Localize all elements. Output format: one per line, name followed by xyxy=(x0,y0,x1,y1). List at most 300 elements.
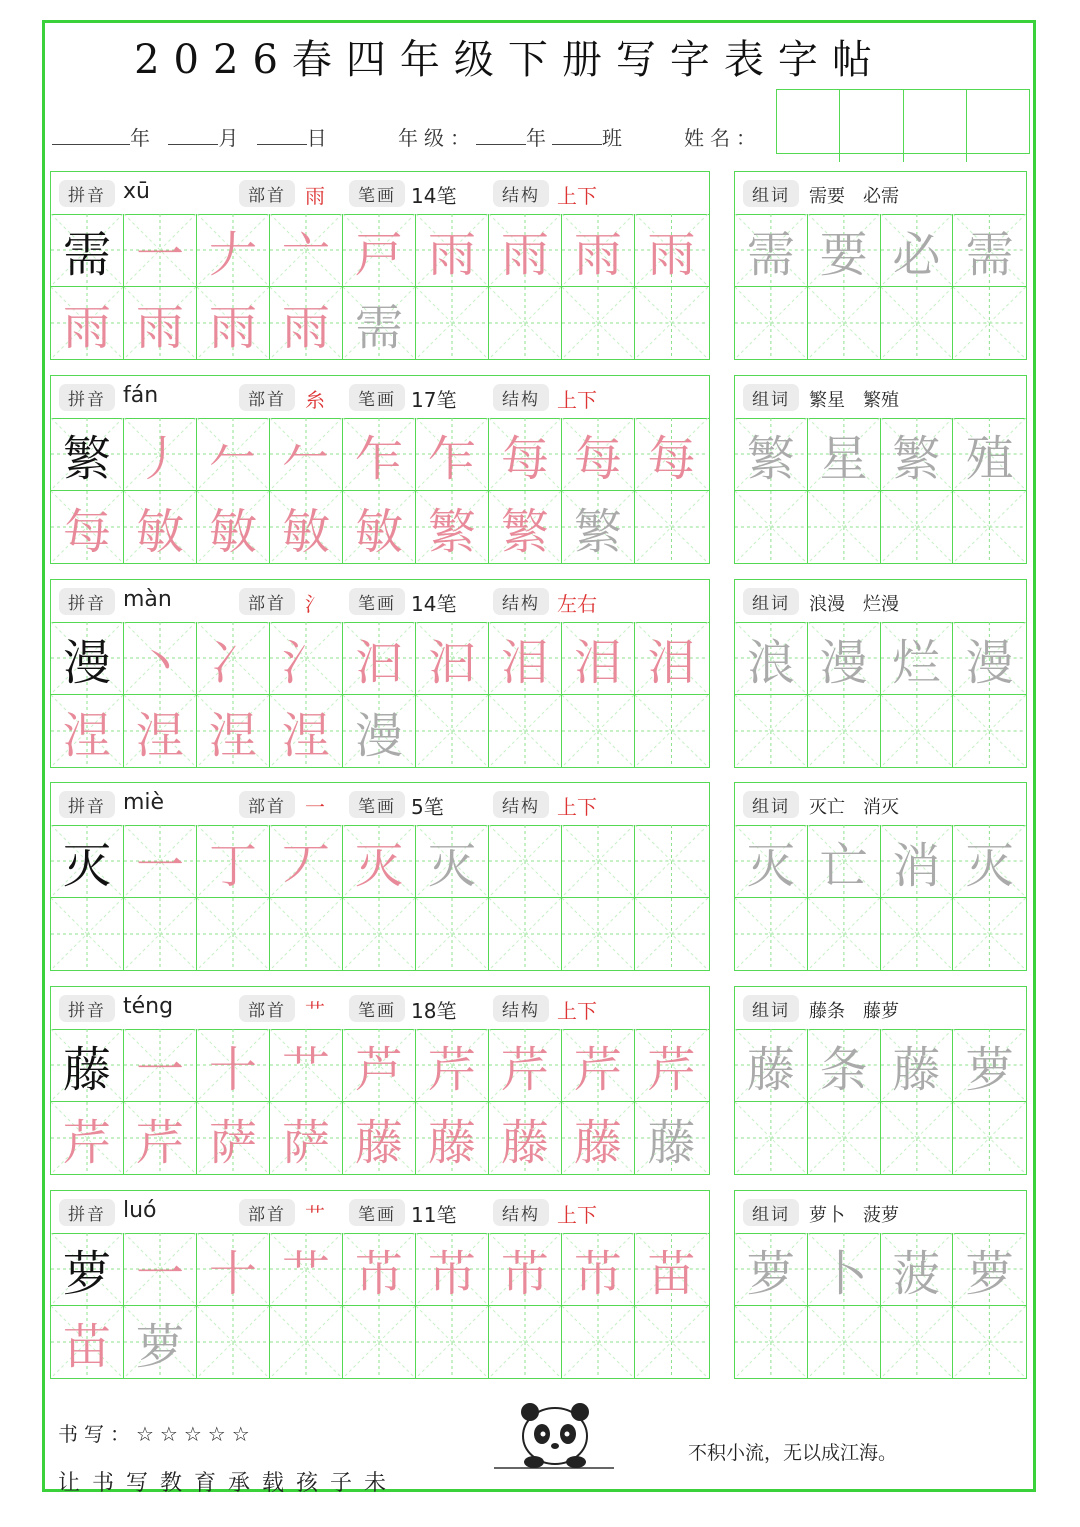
practice-cell[interactable] xyxy=(124,1233,197,1305)
stroke-step: 芹 xyxy=(500,1041,549,1098)
pinyin-tag: 拼音 xyxy=(59,384,115,411)
word-cell[interactable] xyxy=(808,418,881,490)
stroke-step: 丆 xyxy=(281,837,330,894)
practice-cell[interactable] xyxy=(416,214,489,286)
practice-cell[interactable] xyxy=(489,491,562,563)
stroke-step: 涅 xyxy=(208,707,257,764)
structure-value: 上下 xyxy=(557,1203,597,1227)
practice-cell[interactable] xyxy=(635,898,708,970)
stroke-step: 芦 xyxy=(354,1041,403,1098)
practice-cell[interactable] xyxy=(197,1102,270,1174)
name-grid[interactable] xyxy=(776,89,1030,154)
practice-cell[interactable] xyxy=(51,1029,124,1101)
char-header xyxy=(51,987,709,1030)
word-row xyxy=(735,214,1026,286)
practice-cell[interactable] xyxy=(489,1102,562,1174)
practice-cell[interactable] xyxy=(270,418,343,490)
practice-cell[interactable] xyxy=(270,491,343,563)
practice-cell[interactable] xyxy=(197,695,270,767)
word-header xyxy=(735,987,1026,1030)
word-cell[interactable] xyxy=(808,1306,881,1378)
stroke-step: 灭 xyxy=(354,837,403,894)
word-cell[interactable] xyxy=(881,418,954,490)
practice-cell[interactable] xyxy=(51,491,124,563)
stroke-step: 藤 xyxy=(573,1114,622,1171)
pinyin-tag: 拼音 xyxy=(59,791,115,818)
practice-cell[interactable] xyxy=(343,898,416,970)
practice-cell[interactable] xyxy=(124,1029,197,1101)
pinyin-tag: 拼音 xyxy=(59,588,115,615)
practice-cell[interactable] xyxy=(197,214,270,286)
stroke-step: 萨 xyxy=(281,1114,330,1171)
stroke-step: 涅 xyxy=(281,707,330,764)
main-char: 繁 xyxy=(62,430,111,487)
word-cell[interactable] xyxy=(881,1306,954,1378)
word-cell[interactable] xyxy=(735,1029,808,1101)
word-cell[interactable] xyxy=(735,491,808,563)
practice-cell[interactable] xyxy=(416,825,489,897)
practice-cell[interactable] xyxy=(51,1233,124,1305)
grade-year-label: 年 xyxy=(526,126,552,150)
word-cell[interactable] xyxy=(735,695,808,767)
practice-cell[interactable] xyxy=(635,1233,708,1305)
practice-cell[interactable] xyxy=(197,418,270,490)
word-cell[interactable] xyxy=(735,418,808,490)
stroke-step: 雨 xyxy=(500,226,549,283)
word-char: 萝 xyxy=(965,1245,1014,1302)
practice-cell[interactable] xyxy=(416,898,489,970)
practice-cell[interactable] xyxy=(416,491,489,563)
strokes-value: 17笔 xyxy=(411,388,457,412)
practice-cell[interactable] xyxy=(197,1233,270,1305)
strokes-value: 14笔 xyxy=(411,592,457,616)
name-cell[interactable] xyxy=(840,90,903,162)
word-char: 漫 xyxy=(819,634,868,691)
practice-cell[interactable] xyxy=(635,825,708,897)
word-char: 殖 xyxy=(965,430,1014,487)
practice-cell[interactable] xyxy=(562,1029,635,1101)
word-cell[interactable] xyxy=(953,1306,1026,1378)
strokes-tag: 笔画 xyxy=(349,180,405,207)
practice-cell[interactable] xyxy=(343,287,416,359)
strokes-tag: 笔画 xyxy=(349,1199,405,1226)
word-cell[interactable] xyxy=(881,1233,954,1305)
practice-cell[interactable] xyxy=(197,825,270,897)
structure-tag: 结构 xyxy=(493,791,549,818)
practice-cell[interactable] xyxy=(343,622,416,694)
practice-cell[interactable] xyxy=(635,695,708,767)
strokes-tag: 笔画 xyxy=(349,588,405,615)
word-cell[interactable] xyxy=(808,825,881,897)
practice-cell[interactable] xyxy=(635,287,708,359)
panda-icon xyxy=(494,1398,616,1472)
strokes-tag: 笔画 xyxy=(349,384,405,411)
practice-cell[interactable] xyxy=(489,287,562,359)
main-char: 萝 xyxy=(62,1245,111,1302)
radical-tag: 部首 xyxy=(239,384,295,411)
practice-cell[interactable] xyxy=(416,1029,489,1101)
practice-row xyxy=(51,694,709,767)
practice-cell[interactable] xyxy=(270,214,343,286)
stroke-step: 雨 xyxy=(135,299,184,356)
practice-cell[interactable] xyxy=(416,695,489,767)
practice-cell[interactable] xyxy=(197,1306,270,1378)
practice-cell[interactable] xyxy=(635,622,708,694)
word-char: 必 xyxy=(892,226,941,283)
char-header xyxy=(51,580,709,623)
stroke-step: 敏 xyxy=(281,503,330,560)
stroke-step: 一 xyxy=(135,226,184,283)
practice-cell[interactable] xyxy=(51,214,124,286)
stroke-step: 冫 xyxy=(208,634,257,691)
word-cell[interactable] xyxy=(808,1029,881,1101)
stroke-step: 藤 xyxy=(500,1114,549,1171)
char-header xyxy=(51,376,709,419)
char-block xyxy=(50,579,710,768)
words-tag: 组词 xyxy=(743,384,799,411)
word-block xyxy=(734,986,1027,1175)
practice-cell[interactable] xyxy=(343,1029,416,1101)
stroke-step: 每 xyxy=(500,430,549,487)
word-char: 卜 xyxy=(819,1245,868,1302)
words-tag: 组词 xyxy=(743,588,799,615)
practice-cell[interactable] xyxy=(51,287,124,359)
word-cell[interactable] xyxy=(953,1102,1026,1174)
stroke-step: 𠂉 xyxy=(208,430,257,487)
stroke-step: 泪 xyxy=(500,634,549,691)
practice-cell[interactable] xyxy=(270,1029,343,1101)
stroke-step: 每 xyxy=(647,430,696,487)
practice-cell[interactable] xyxy=(489,214,562,286)
word-cell[interactable] xyxy=(953,491,1026,563)
word-cell[interactable] xyxy=(953,898,1026,970)
word-cell[interactable] xyxy=(808,214,881,286)
practice-cell[interactable] xyxy=(124,418,197,490)
practice-cell[interactable] xyxy=(489,1029,562,1101)
structure-value: 上下 xyxy=(557,795,597,819)
word-char: 需 xyxy=(746,226,795,283)
name-cell[interactable] xyxy=(904,90,967,162)
motto: 让书写教育承载孩子未 xyxy=(58,1471,399,1496)
stroke-step: 泪 xyxy=(647,634,696,691)
stroke-step: 芹 xyxy=(573,1041,622,1098)
name-cell[interactable] xyxy=(777,90,840,162)
practice-cell[interactable] xyxy=(489,1306,562,1378)
word-char: 条 xyxy=(819,1041,868,1098)
stroke-step: 雨 xyxy=(62,299,111,356)
pinyin-value: téng xyxy=(123,994,174,1019)
word-cell[interactable] xyxy=(953,1029,1026,1101)
year-label: 年 xyxy=(130,126,156,150)
word-char: 繁 xyxy=(746,430,795,487)
stroke-step: 藤 xyxy=(427,1114,476,1171)
practice-cell[interactable] xyxy=(124,695,197,767)
word-cell[interactable] xyxy=(881,695,954,767)
word-cell[interactable] xyxy=(881,1102,954,1174)
practice-cell[interactable] xyxy=(51,898,124,970)
word-char: 灭 xyxy=(746,837,795,894)
practice-cell[interactable] xyxy=(562,1233,635,1305)
word-cell[interactable] xyxy=(881,622,954,694)
word-cell[interactable] xyxy=(735,825,808,897)
word-cell[interactable] xyxy=(881,825,954,897)
stroke-step: 丿 xyxy=(135,430,184,487)
date-line xyxy=(52,122,333,151)
practice-cell[interactable] xyxy=(416,622,489,694)
stroke-step: 十 xyxy=(208,1245,257,1302)
practice-cell[interactable] xyxy=(270,622,343,694)
practice-cell[interactable] xyxy=(270,1233,343,1305)
word-cell[interactable] xyxy=(881,214,954,286)
practice-cell[interactable] xyxy=(270,287,343,359)
word-cell[interactable] xyxy=(808,287,881,359)
practice-cell[interactable] xyxy=(635,1029,708,1101)
practice-cell[interactable] xyxy=(489,695,562,767)
stroke-step: 芇 xyxy=(354,1245,403,1302)
practice-cell[interactable] xyxy=(124,491,197,563)
word-cell[interactable] xyxy=(808,898,881,970)
strokes-tag: 笔画 xyxy=(349,791,405,818)
stroke-step: 藤 xyxy=(354,1114,403,1171)
practice-cell[interactable] xyxy=(51,695,124,767)
practice-cell[interactable] xyxy=(343,418,416,490)
practice-cell[interactable] xyxy=(635,418,708,490)
practice-row xyxy=(51,286,709,359)
practice-cell[interactable] xyxy=(562,825,635,897)
practice-cell[interactable] xyxy=(51,825,124,897)
words-value: 繁星 繁殖 xyxy=(809,390,899,411)
words-value: 萝卜 菠萝 xyxy=(809,1205,899,1226)
word-cell[interactable] xyxy=(953,825,1026,897)
stroke-step: 汩 xyxy=(427,634,476,691)
practice-cell[interactable] xyxy=(562,418,635,490)
word-char: 漫 xyxy=(965,634,1014,691)
strokes-tag: 笔画 xyxy=(349,995,405,1022)
radical-value: 艹 xyxy=(305,1203,325,1227)
practice-row xyxy=(51,1101,709,1174)
words-value: 需要 必需 xyxy=(809,186,899,207)
practice-cell[interactable] xyxy=(270,1102,343,1174)
practice-cell[interactable] xyxy=(124,1306,197,1378)
word-cell[interactable] xyxy=(953,418,1026,490)
char-header xyxy=(51,172,709,215)
stroke-step: 苗 xyxy=(647,1245,696,1302)
practice-cell[interactable] xyxy=(489,825,562,897)
word-cell[interactable] xyxy=(953,695,1026,767)
grade-line xyxy=(398,122,628,151)
stroke-step: 芇 xyxy=(500,1245,549,1302)
practice-cell[interactable] xyxy=(270,695,343,767)
word-cell[interactable] xyxy=(735,898,808,970)
practice-cell[interactable] xyxy=(489,1233,562,1305)
practice-cell[interactable] xyxy=(562,1102,635,1174)
words-value: 浪漫 烂漫 xyxy=(809,594,899,615)
words-tag: 组词 xyxy=(743,1199,799,1226)
stroke-step: 芹 xyxy=(647,1041,696,1098)
word-char: 藤 xyxy=(746,1041,795,1098)
practice-cell[interactable] xyxy=(416,1306,489,1378)
char-block xyxy=(50,986,710,1175)
stroke-step: 敏 xyxy=(208,503,257,560)
practice-cell[interactable] xyxy=(416,1233,489,1305)
practice-row xyxy=(51,825,709,897)
word-char: 萝 xyxy=(965,1041,1014,1098)
practice-row xyxy=(51,1233,709,1305)
word-cell[interactable] xyxy=(808,1233,881,1305)
practice-cell[interactable] xyxy=(562,622,635,694)
pinyin-tag: 拼音 xyxy=(59,995,115,1022)
structure-value: 上下 xyxy=(557,184,597,208)
practice-cell[interactable] xyxy=(343,491,416,563)
word-char: 萝 xyxy=(746,1245,795,1302)
stroke-step: 芇 xyxy=(427,1245,476,1302)
word-cell[interactable] xyxy=(735,214,808,286)
practice-cell[interactable] xyxy=(343,1306,416,1378)
practice-cell[interactable] xyxy=(489,622,562,694)
month-label: 月 xyxy=(218,126,245,150)
practice-cell[interactable] xyxy=(51,622,124,694)
word-cell[interactable] xyxy=(881,491,954,563)
practice-cell[interactable] xyxy=(489,418,562,490)
stroke-step: 灭 xyxy=(427,837,476,894)
practice-cell[interactable] xyxy=(635,1102,708,1174)
word-cell[interactable] xyxy=(953,214,1026,286)
practice-cell[interactable] xyxy=(489,898,562,970)
word-header xyxy=(735,580,1026,623)
practice-cell[interactable] xyxy=(343,825,416,897)
stroke-step: 繁 xyxy=(500,503,549,560)
word-cell[interactable] xyxy=(735,622,808,694)
practice-cell[interactable] xyxy=(51,418,124,490)
structure-tag: 结构 xyxy=(493,384,549,411)
strokes-value: 14笔 xyxy=(411,184,457,208)
radical-tag: 部首 xyxy=(239,1199,295,1226)
stroke-step: 雨 xyxy=(208,299,257,356)
practice-cell[interactable] xyxy=(416,1102,489,1174)
practice-cell[interactable] xyxy=(124,825,197,897)
word-cell[interactable] xyxy=(808,695,881,767)
word-block xyxy=(734,782,1027,971)
practice-cell[interactable] xyxy=(562,214,635,286)
stroke-step: 一 xyxy=(135,1041,184,1098)
word-row xyxy=(735,418,1026,490)
practice-cell[interactable] xyxy=(562,491,635,563)
day-label: 日 xyxy=(306,126,333,150)
word-cell[interactable] xyxy=(808,622,881,694)
stroke-step: 一 xyxy=(135,837,184,894)
practice-cell[interactable] xyxy=(416,418,489,490)
word-block xyxy=(734,171,1027,360)
practice-cell[interactable] xyxy=(197,287,270,359)
stroke-step: 乍 xyxy=(354,430,403,487)
practice-cell[interactable] xyxy=(343,1233,416,1305)
practice-cell[interactable] xyxy=(124,898,197,970)
stroke-step: 十 xyxy=(208,1041,257,1098)
stroke-step: 丁 xyxy=(208,837,257,894)
practice-cell[interactable] xyxy=(562,898,635,970)
word-block xyxy=(734,1190,1027,1379)
practice-cell[interactable] xyxy=(343,695,416,767)
main-char: 藤 xyxy=(62,1041,111,1098)
word-cell[interactable] xyxy=(953,287,1026,359)
practice-cell[interactable] xyxy=(562,287,635,359)
word-cell[interactable] xyxy=(808,491,881,563)
stroke-step: 戸 xyxy=(354,226,403,283)
strokes-value: 5笔 xyxy=(411,795,444,819)
stroke-step: 汩 xyxy=(354,634,403,691)
practice-cell[interactable] xyxy=(197,1029,270,1101)
practice-cell[interactable] xyxy=(124,1102,197,1174)
practice-cell[interactable] xyxy=(124,287,197,359)
practice-cell[interactable] xyxy=(270,898,343,970)
practice-cell[interactable] xyxy=(635,491,708,563)
practice-cell[interactable] xyxy=(635,1306,708,1378)
pinyin-value: fán xyxy=(123,383,159,408)
word-cell[interactable] xyxy=(735,287,808,359)
word-block xyxy=(734,579,1027,768)
radical-value: 糸 xyxy=(305,388,325,412)
practice-cell[interactable] xyxy=(51,1102,124,1174)
word-block xyxy=(734,375,1027,564)
practice-cell[interactable] xyxy=(270,1306,343,1378)
word-char: 烂 xyxy=(892,634,941,691)
practice-row xyxy=(51,214,709,286)
practice-cell[interactable] xyxy=(197,491,270,563)
word-char: 灭 xyxy=(965,837,1014,894)
word-cell[interactable] xyxy=(881,1029,954,1101)
practice-cell[interactable] xyxy=(124,214,197,286)
word-cell[interactable] xyxy=(735,1306,808,1378)
word-row xyxy=(735,694,1026,767)
char-block xyxy=(50,782,710,971)
stroke-step: 需 xyxy=(354,299,403,356)
practice-cell[interactable] xyxy=(635,214,708,286)
name-cell[interactable] xyxy=(967,90,1029,162)
stroke-step: 繁 xyxy=(573,503,622,560)
practice-cell[interactable] xyxy=(270,825,343,897)
pinyin-value: xū xyxy=(123,179,150,204)
practice-cell[interactable] xyxy=(416,287,489,359)
stroke-step: 乍 xyxy=(427,430,476,487)
practice-cell[interactable] xyxy=(562,1306,635,1378)
word-cell[interactable] xyxy=(735,1233,808,1305)
practice-cell[interactable] xyxy=(51,1306,124,1378)
stroke-step: 氵 xyxy=(281,634,330,691)
word-cell[interactable] xyxy=(735,1102,808,1174)
word-cell[interactable] xyxy=(953,622,1026,694)
practice-cell[interactable] xyxy=(343,214,416,286)
word-row xyxy=(735,286,1026,359)
practice-cell[interactable] xyxy=(197,622,270,694)
practice-cell[interactable] xyxy=(197,898,270,970)
stroke-step: 萨 xyxy=(208,1114,257,1171)
word-cell[interactable] xyxy=(881,898,954,970)
words-value: 藤条 藤萝 xyxy=(809,1001,899,1022)
stroke-step: 苗 xyxy=(62,1318,111,1375)
word-char: 要 xyxy=(819,226,868,283)
practice-cell[interactable] xyxy=(343,1102,416,1174)
pinyin-value: miè xyxy=(123,790,165,815)
word-row xyxy=(735,1305,1026,1378)
char-block xyxy=(50,1190,710,1379)
words-tag: 组词 xyxy=(743,180,799,207)
word-cell[interactable] xyxy=(808,1102,881,1174)
practice-cell[interactable] xyxy=(124,622,197,694)
word-cell[interactable] xyxy=(953,1233,1026,1305)
practice-cell[interactable] xyxy=(562,695,635,767)
word-cell[interactable] xyxy=(881,287,954,359)
stroke-step: 𠂉 xyxy=(281,430,330,487)
